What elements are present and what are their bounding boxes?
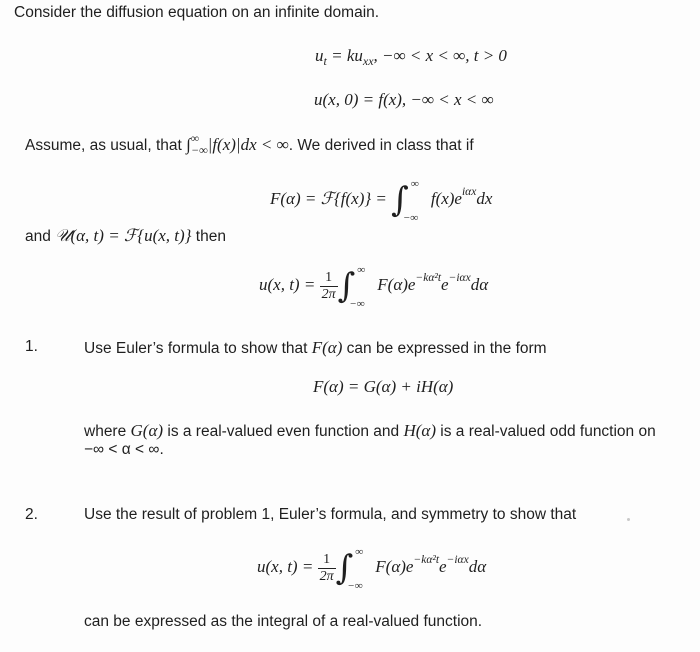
problem-2-number: 2.: [25, 506, 38, 523]
problem-1-domain: −∞ < α < ∞.: [84, 441, 164, 458]
problem-1-equation: F(α) = G(α) + iH(α): [313, 377, 454, 396]
intro-text: Consider the diffusion equation on an infinite domain.: [14, 4, 380, 21]
initial-condition: u(x, 0) = f(x), −∞ < x < ∞: [314, 90, 494, 109]
integral-sign: ∫: [391, 180, 409, 220]
integral-sign: ∫: [335, 548, 354, 588]
problem-1-number: 1.: [25, 338, 38, 355]
diffusion-equation: $u_t = ku_{xx}$, −∞ < x < ∞, t > 0: [315, 46, 507, 68]
assume-integral: $\int^\infty_{-\infty}|f(x)|dx$ < ∞: [186, 133, 289, 157]
problem-1-where-line: where G(α) is a real-valued even function and H(α) is a real-valued odd function on: [84, 421, 656, 440]
problem-2-inverse-transform: u(x, t) = $\frac{1}{2\pi}$ ∫ ∞ −∞ $F(\alpha)e^{-k\alpha^2t}e^{-i\alpha x}d\alpha$: [257, 546, 487, 592]
and-then-line: and 𝒰(α, t) = ℱ{u(x, t)} then: [25, 226, 226, 245]
problem-2-statement: Use the result of problem 1, Euler’s formula, and symmetry to show that: [84, 506, 577, 523]
assume-line: Assume, as usual, that $\int^\infty_{-\infty}|f(x)|dx$ < ∞. We derived in class that if: [25, 133, 474, 157]
problem-1-statement: Use Euler’s formula to show that F(α) can be expressed in the form: [84, 338, 547, 357]
integral-sign: ∫: [337, 266, 356, 306]
inverse-transform: u(x, t) = $\frac{1}{2\pi}$ ∫ ∞ −∞ $F(\alpha)e^{-k\alpha^2t}e^{-i\alpha x}d\alpha$: [259, 264, 489, 310]
stray-mark: [627, 518, 630, 521]
problem-2-closing: can be expressed as the integral of a real-valued function.: [84, 613, 483, 630]
fourier-transform-definition: F(α) = ℱ{f(x)} = ∫ ∞ −∞ $f(x)e^{i\alpha x}dx$: [270, 178, 493, 224]
